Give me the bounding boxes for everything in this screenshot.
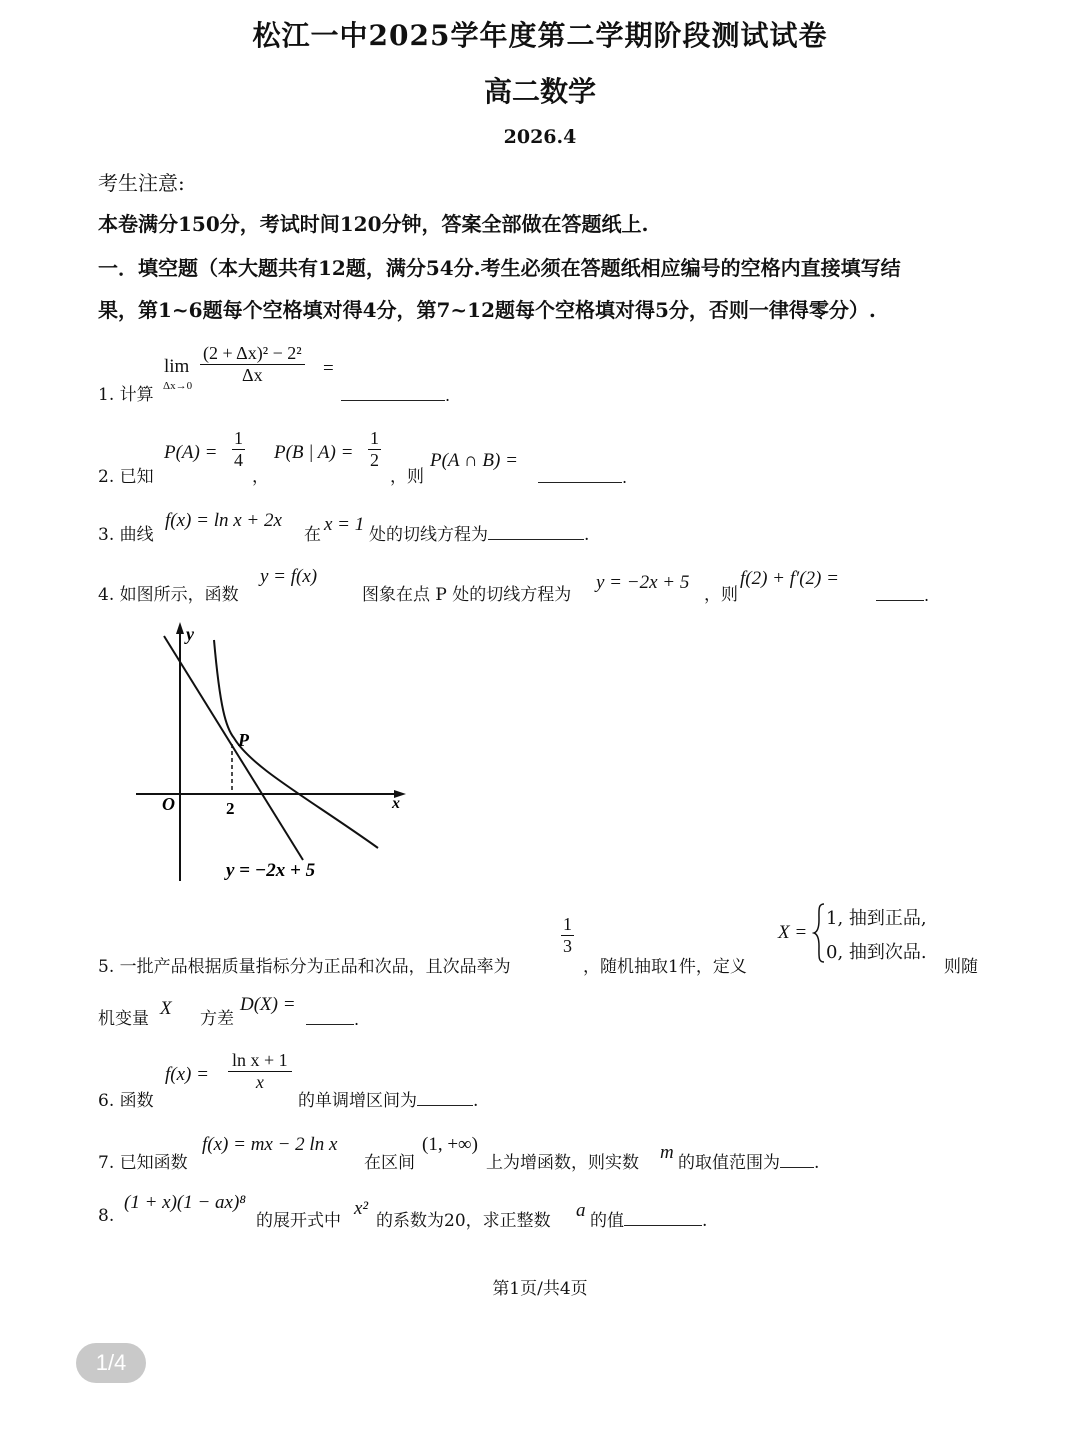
q1-lim-sub: Δx→0 (163, 380, 193, 392)
q6-fraction: ln x + 1 x (228, 1050, 292, 1093)
q2-sep: ， (252, 467, 269, 487)
origin-label: O (162, 794, 175, 814)
notice-rule: 本卷满分150分，考试时间120分钟，答案全部做在答题纸上. (98, 212, 649, 236)
page-footer: 第1页/共4页 (492, 1279, 588, 1299)
q8-expr: (1 + x)(1 − ax)⁸ (124, 1192, 246, 1213)
q5-Xv: X (160, 998, 172, 1019)
q7-text3: 上为增函数，则实数 (486, 1153, 639, 1173)
exam-title: 松江一中2025学年度第二学期阶段测试试卷 (252, 19, 828, 52)
q8-x2: x² (354, 1198, 369, 1219)
tick-label: 2 (226, 799, 235, 818)
q5-X: X = (778, 922, 808, 943)
q5-text3: 则随 (944, 957, 978, 977)
q6-f: f(x) = (165, 1064, 209, 1085)
y-axis-label: y (186, 624, 194, 644)
q3-at: 在 (304, 525, 321, 545)
q5-brace (812, 902, 826, 964)
q1-answer-blank: . (341, 384, 450, 405)
q5-case-2: 0, 抽到次品. (826, 942, 927, 963)
tangent-label: y = −2x + 5 (226, 860, 316, 881)
q1-numerator: (2 + Δx)² − 2² (200, 343, 305, 365)
q2-then: ，则 (390, 467, 424, 487)
q7-number: 7. 已知函数 (98, 1153, 188, 1173)
q3-text: 处的切线方程为 . (369, 525, 590, 545)
q4-tangent: y = −2x + 5 (596, 572, 690, 593)
q8-text2: 的系数为20，求正整数 (376, 1211, 551, 1231)
q3-function: f(x) = ln x + 2x (165, 510, 282, 531)
q5-number: 5. 一批产品根据质量指标分为正品和次品，且次品率为 (98, 957, 511, 977)
q2-pba-fraction: $\frac{1}{2}$ (370, 428, 379, 470)
q4-then: ，则 (704, 585, 738, 605)
q3-number: 3. 曲线 (98, 525, 154, 545)
q2-pa: P(A) = (164, 442, 218, 463)
page-indicator[interactable]: 1/4 (76, 1343, 146, 1383)
q4-expr: f(2) + f′(2) = (740, 568, 839, 589)
q1-eq: = (323, 358, 334, 379)
q2-number: 2. 已知 (98, 467, 154, 487)
y-axis-arrow (176, 622, 184, 634)
q1-number: 1. 计算 (98, 385, 154, 405)
q1-lim: lim (164, 356, 190, 377)
q2-pba: P(B | A) = (274, 442, 354, 463)
q4-answer-blank: . (876, 584, 929, 605)
q4-function: y = f(x) (260, 566, 318, 587)
q4-figure (128, 618, 418, 888)
exam-date: 2026.4 (503, 126, 577, 148)
q2-pa-fraction: $\frac{1}{4}$ (234, 428, 243, 470)
q6-text2: 的单调增区间为 . (298, 1091, 479, 1111)
q1-denominator: Δx (242, 365, 263, 385)
q1-fraction (200, 343, 305, 386)
q5-answer-blank: . (306, 1008, 359, 1029)
q5-text4: 机变量 (98, 1009, 149, 1029)
q5-D: D(X) = (240, 994, 296, 1015)
q7-text4: 的取值范围为 . (678, 1153, 820, 1173)
tangent-line (164, 636, 303, 860)
q6-number: 6. 函数 (98, 1091, 154, 1111)
point-label: P (238, 730, 249, 750)
q8-text3: 的值 . (590, 1211, 708, 1231)
q7-interval: (1, +∞) (422, 1134, 478, 1155)
q8-number: 8. (98, 1206, 115, 1226)
q4-number: 4. 如图所示，函数 (98, 585, 239, 605)
q5-text5: 方差 (200, 1009, 234, 1029)
q7-f: f(x) = mx − 2 ln x (202, 1134, 338, 1155)
q5-rate-fraction: $\frac{1}{3}$ (563, 914, 572, 956)
q8-text1: 的展开式中 (256, 1211, 341, 1231)
q7-m: m (660, 1142, 674, 1163)
q2-answer-blank: . (538, 466, 627, 487)
q3-x: x = 1 (324, 514, 365, 535)
q5-text2: ，随机抽取1件，定义 (583, 957, 747, 977)
q2-pab: P(A ∩ B) = (430, 450, 518, 471)
notice-heading: 考生注意: (98, 171, 185, 195)
q7-text2: 在区间 (364, 1153, 415, 1173)
x-axis-label: x (392, 795, 400, 812)
section-line-1: 一．填空题（本大题共有12题，满分54分.考生必须在答题纸相应编号的空格内直接填写结 (98, 256, 901, 280)
q8-a: a (576, 1200, 586, 1221)
subject-title: 高二数学 (483, 75, 596, 108)
q4-text2: 图象在点 P 处的切线方程为 (362, 585, 572, 605)
q5-case-1: 1, 抽到正品, (826, 908, 927, 929)
section-line-2: 果，第1~6题每个空格填对得4分，第7~12题每个空格填对得5分，否则一律得零分）. (98, 298, 876, 322)
